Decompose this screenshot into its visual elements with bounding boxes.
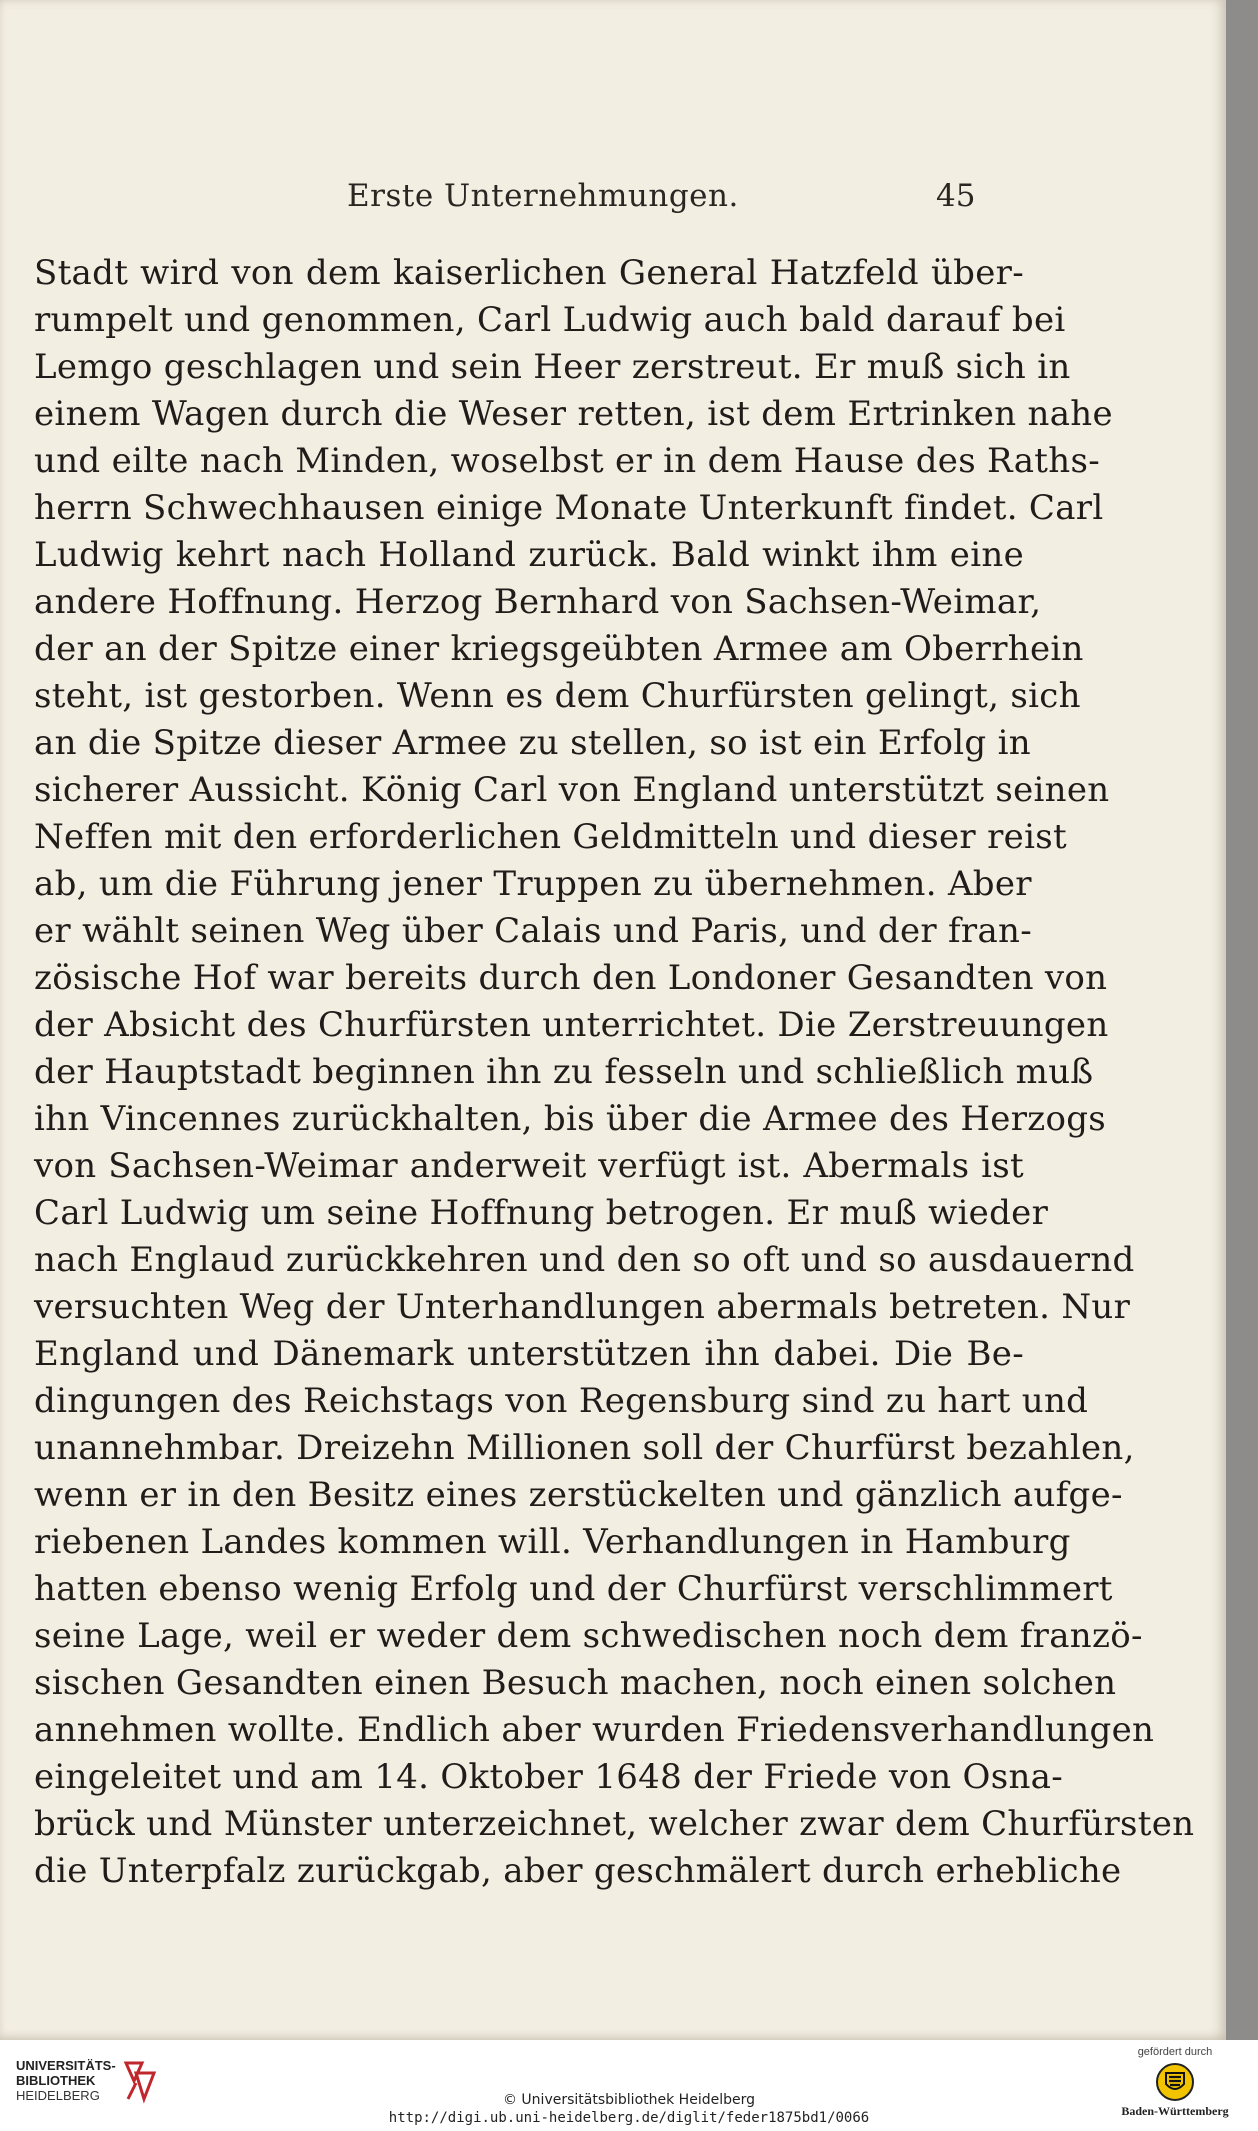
funding-org: Baden-Württemberg <box>1121 2104 1229 2118</box>
text-line: Carl Ludwig um seine Hoffnung betrogen. Er muß wieder <box>34 1193 1049 1233</box>
text-line: wenn er in den Besitz eines zerstückelten und gänzlich aufge- <box>34 1475 1123 1515</box>
text-line: riebenen Landes kommen will. Verhandlungen in Hamburg <box>34 1522 1071 1562</box>
body-text <box>34 250 1195 1895</box>
page-number: 45 <box>936 178 976 214</box>
text-line: seine Lage, weil er weder dem schwedischen noch dem franzö- <box>34 1616 1143 1656</box>
text-line: ihn Vincennes zurückhalten, bis über die Armee des Herzogs <box>34 1099 1107 1139</box>
text-line: versuchten Weg der Unterhandlungen abermals betreten. Nur <box>34 1287 1131 1327</box>
text-line: herrn Schwechhausen einige Monate Unterkunft findet. Carl <box>34 488 1104 528</box>
text-line: nach Englaud zurückkehren und den so oft und so ausdauernd <box>34 1240 1135 1280</box>
text-line: von Sachsen-Weimar anderweit verfügt ist. Abermals ist <box>34 1146 1024 1186</box>
text-line: England und Dänemark unterstützen ihn dabei. Die Be- <box>34 1334 1024 1374</box>
library-name-line3: HEIDELBERG <box>16 2088 100 2103</box>
library-name-line2: BIBLIOTHEK <box>16 2073 96 2088</box>
text-line: unannehmbar. Dreizehn Millionen soll der Churfürst bezahlen, <box>34 1428 1135 1468</box>
text-line: einem Wagen durch die Weser retten, ist dem Ertrinken nahe <box>34 394 1113 434</box>
text-line: der Hauptstadt beginnen ihn zu fesseln und schließlich muß <box>34 1052 1094 1092</box>
text-line: sischen Gesandten einen Besuch machen, noch einen solchen <box>34 1663 1117 1703</box>
library-name-line1: UNIVERSITÄTS- <box>16 2058 116 2073</box>
text-line: Neffen mit den erforderlichen Geldmitteln und dieser reist <box>34 817 1067 857</box>
copyright-notice: © Universitätsbibliothek Heidelberg <box>502 2092 755 2108</box>
permalink-url[interactable]: http://digi.ub.uni-heidelberg.de/diglit/feder1875bd1/0066 <box>388 2110 870 2126</box>
text-line: dingungen des Reichstags von Regensburg sind zu hart und <box>34 1381 1089 1421</box>
running-title: Erste Unternehmungen. <box>347 178 739 214</box>
text-line: Stadt wird von dem kaiserlichen General Hatzfeld über- <box>34 253 1024 293</box>
baden-wuerttemberg-crest-icon <box>1155 2062 1195 2102</box>
footer <box>0 2040 1258 2131</box>
text-line: der Absicht des Churfürsten unterrichtet. Die Zerstreuungen <box>34 1005 1109 1045</box>
text-line: steht, ist gestorben. Wenn es dem Churfürsten gelingt, sich <box>34 676 1081 716</box>
text-line: an die Spitze dieser Armee zu stellen, so ist ein Erfolg in <box>34 723 1031 763</box>
text-line: ab, um die Führung jener Truppen zu übernehmen. Aber <box>34 864 1032 904</box>
text-line: die Unterpfalz zurückgab, aber geschmälert durch erhebliche <box>34 1851 1122 1891</box>
text-line: andere Hoffnung. Herzog Bernhard von Sachsen-Weimar, <box>34 582 1042 622</box>
text-line: eingeleitet und am 14. Oktober 1648 der Friede von Osna- <box>34 1757 1063 1797</box>
text-line: der an der Spitze einer kriegsgeübten Armee am Oberrhein <box>34 629 1084 669</box>
text-line: er wählt seinen Weg über Calais und Paris, und der fran- <box>34 911 1033 951</box>
text-line: sicherer Aussicht. König Carl von England unterstützt seinen <box>34 770 1110 810</box>
text-line: Lemgo geschlagen und sein Heer zerstreut. Er muß sich in <box>34 347 1071 387</box>
text-line: und eilte nach Minden, woselbst er in dem Hause des Raths- <box>34 441 1101 481</box>
text-line: rumpelt und genommen, Carl Ludwig auch bald darauf bei <box>34 300 1066 340</box>
text-line: Ludwig kehrt nach Holland zurück. Bald winkt ihm eine <box>34 535 1024 575</box>
text-line: brück und Münster unterzeichnet, welcher zwar dem Churfürsten <box>34 1804 1195 1844</box>
text-line: hatten ebenso wenig Erfolg und der Churfürst verschlimmert <box>34 1569 1113 1609</box>
funding-block[interactable] <box>1110 2046 1240 2119</box>
text-line: zösische Hof war bereits durch den Londoner Gesandten von <box>34 958 1108 998</box>
funding-label: gefördert durch <box>1137 2046 1213 2058</box>
text-line: annehmen wollte. Endlich aber wurden Friedensverhandlungen <box>34 1710 1155 1750</box>
